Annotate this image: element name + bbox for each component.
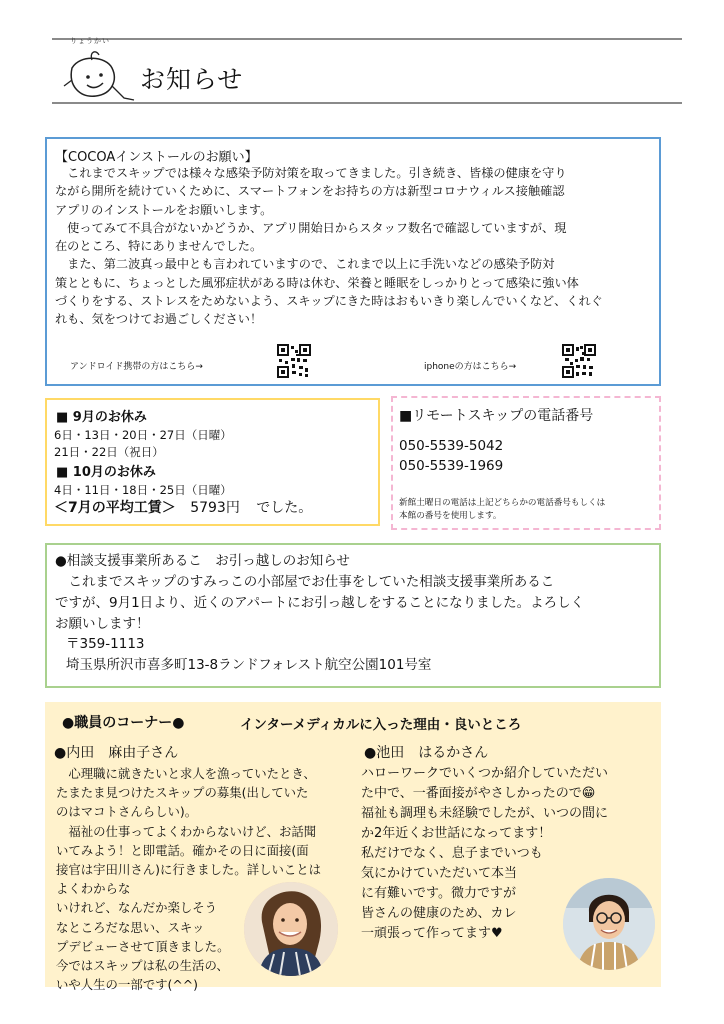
- october-holidays-sundays: 4日・11日・18日・25日（日曜）: [54, 483, 232, 497]
- staff-photo-woman-with-glasses-icon: [563, 878, 655, 970]
- october-holidays-heading: ■ 10月のお休み: [56, 465, 156, 480]
- staff-right-line: か2年近くお世話になってます！: [361, 826, 552, 841]
- staff-left-line: よくわからな: [56, 881, 131, 897]
- remote-phone-1[interactable]: 050-5539-5042: [399, 438, 504, 454]
- staff-corner-theme: インターメディカルに入った理由・良いところ: [240, 717, 522, 733]
- cocoa-line: ながら開所を続けていくために、スマートフォンをお持ちの方は新型コロナウィルス接触確認: [55, 184, 565, 199]
- staff-right-line: 皆さんの健康のため、カレ: [361, 906, 517, 921]
- header-furigana: りょうかい: [70, 37, 110, 45]
- soudan-line: これまでスキップのすみっこの小部屋でお仕事をしていた相談支援事業所あるこ: [55, 574, 555, 590]
- average-wage-label: ＜7月の平均工賃＞: [54, 500, 176, 516]
- staff-right-line: ハローワークでいくつか紹介していただい: [361, 766, 609, 781]
- staff-right-line: に有難いです。微力ですが: [361, 886, 516, 901]
- soudan-title: ●相談支援事業所あるこ お引っ越しのお知らせ: [55, 553, 350, 569]
- september-holidays-national: 21日・22日（祝日）: [54, 445, 164, 459]
- staff-corner-heading: ●職員のコーナー●: [62, 715, 185, 731]
- remote-skip-heading: ■リモートスキップの電話番号: [399, 408, 594, 424]
- staff-right-line: た中で、一番面接がやさしかったので😁: [361, 786, 596, 801]
- cocoa-line: アプリのインストールをお願いします。: [55, 202, 273, 217]
- staff-left-line: いてみよう！と即電話。確かその日に面接(面: [56, 842, 309, 858]
- staff-left-line: 福祉の仕事ってよくわからないけど、お話聞: [56, 823, 317, 839]
- staff-left-line: のはマコトさんらしい)。: [56, 804, 198, 820]
- soudan-address: 埼玉県所沢市喜多町13-8ランドフォレスト航空公園101号室: [66, 657, 432, 673]
- cocoa-title: 【COCOAインストールのお願い】: [55, 150, 258, 165]
- qr-code-icon[interactable]: [562, 344, 596, 378]
- staff-left-line: プデビューさせて頂きました。: [56, 938, 230, 954]
- cocoa-line: づくりをする、ストレスをためないよう、スキップにきた時はおもいきり楽しんでいくなど、くれぐ: [55, 294, 603, 309]
- september-holidays-sundays: 6日・13日・20日・27日（日曜）: [54, 428, 232, 442]
- android-link-label[interactable]: アンドロイド携帯の方はこちら→: [70, 362, 203, 372]
- smiling-face-doodle-icon: [58, 46, 138, 104]
- page-title: お知らせ: [140, 65, 244, 94]
- cocoa-line: これまでスキップでは様々な感染予防対策を取ってきました。引き続き、皆様の健康を守り: [55, 166, 567, 180]
- qr-code-icon[interactable]: [277, 344, 311, 378]
- cocoa-line: 策とともに、ちょっとした風邪症状がある時は休む、栄養と睡眠をしっかりとって感染に強い体: [55, 275, 579, 290]
- cocoa-line: 使ってみて不具合がないかどうか、アプリ開始日からスタッフ数名で確認していますが、現: [55, 220, 567, 235]
- staff-right-line: 気にかけていただいて本当: [361, 866, 518, 881]
- staff-left-line: なところだな思い、スキッ: [56, 919, 205, 935]
- average-wage-line: [54, 497, 312, 517]
- remote-note-line-1: 新館土曜日の電話は上記どちらかの電話番号もしくは: [399, 498, 606, 508]
- staff-right-name: ●池田 はるかさん: [364, 745, 489, 761]
- staff-right-line: 福祉も調理も未経験でしたが、いつの間に: [361, 806, 609, 821]
- header-top-rule: [52, 38, 682, 40]
- cocoa-line: 在のところ、特にありませんでした。: [55, 239, 263, 254]
- remote-phone-2[interactable]: 050-5539-1969: [399, 458, 504, 474]
- cocoa-line: また、第二波真っ最中とも言われていますので、これまで以上に手洗いなどの感染予防対: [55, 257, 555, 272]
- staff-left-line: 心理職に就きたいと求人を漁っていたとき、: [56, 766, 316, 781]
- average-wage-suffix: でした。: [256, 500, 313, 516]
- september-holidays-heading: ■ 9月のお休み: [56, 410, 147, 425]
- staff-left-line: いや人生の一部です(^^): [56, 977, 198, 993]
- staff-left-line: 接官は宇田川さん)に行きました。詳しいことは: [56, 862, 322, 878]
- staff-left-line: 今ではスキップは私の生活の、: [56, 958, 229, 974]
- staff-left-name: ●内田 麻由子さん: [54, 745, 179, 761]
- staff-right-line: 一頑張って作ってます♥: [361, 926, 503, 941]
- staff-left-line: いけれど、なんだか楽しそう: [56, 900, 218, 916]
- average-wage-value: 5793円: [190, 500, 240, 516]
- staff-photo-smiling-woman-icon: [244, 882, 338, 976]
- soudan-line: お願いします！: [55, 616, 150, 632]
- cocoa-body: [55, 164, 603, 329]
- header-bottom-rule: [52, 102, 682, 104]
- remote-note-line-2: 本館の番号を使用します。: [399, 511, 502, 521]
- staff-left-line: たまたま見つけたスキップの募集(出していた: [56, 785, 309, 801]
- soudan-postal-code: 〒359-1113: [66, 636, 145, 652]
- soudan-line: ですが、9月1日より、近くのアパートにお引っ越しをすることになりました。よろしく: [55, 595, 585, 611]
- cocoa-line: れも、気をつけてお過ごしください！: [55, 312, 263, 327]
- iphone-link-label[interactable]: iphoneの方はこちら→: [424, 362, 517, 372]
- staff-right-line: 私だけでなく、息子までいつも: [361, 846, 543, 861]
